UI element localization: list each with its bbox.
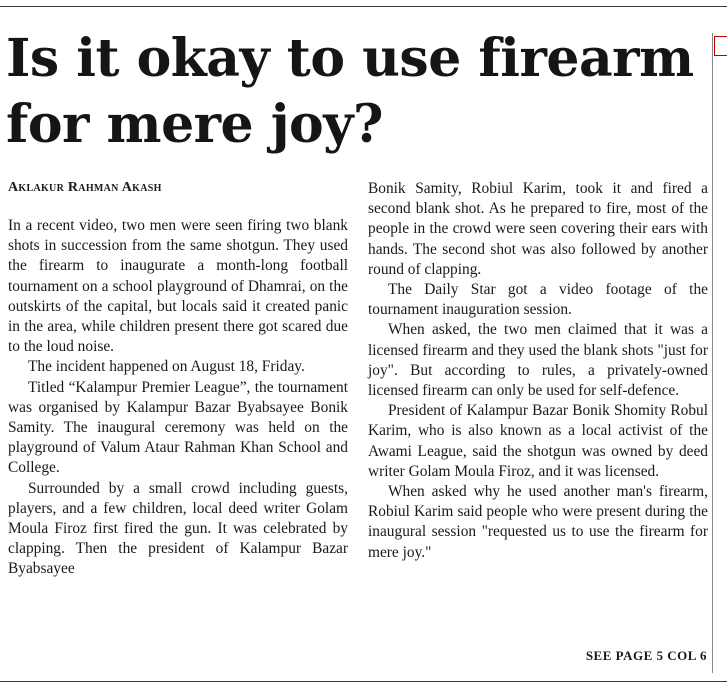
byline: Aklakur Rahman Akash [8,180,162,195]
top-rule [0,6,727,7]
continuation-jump: SEE PAGE 5 COL 6 [585,648,707,663]
paragraph: In a recent video, two men were seen firing two blank shots in succession from the same shotgun. They used the firearm to inaugurate a month-long football tournament on a school playground of Dhamrai, on the outskirts of the capital, but locals said it created panic in the area, while children present there got scared due to the loud noise. [8,217,348,356]
headline: Is it okay to use firearm for mere joy? [6,28,694,155]
paragraph: When asked why he used another man's firearm, Robiul Karim said people who were present during the inaugural session "requested us to use the firearm for mere joy." [368,483,708,561]
paragraph: The incident happened on August 18, Friday. [28,358,305,376]
paragraph: When asked, the two men claimed that it was a licensed firearm and they used the blank shots "just for joy". But according to rules, a privately-owned licensed firearm can only be used for self-defence. [368,321,708,400]
paragraph: Surrounded by a small crowd including guests, players, and a few children, local deed writer Golam Moula Firoz first fired the gun. It was celebrated by clapping. Then the president of Kalampur Bazar Byabsayee [8,479,348,578]
article-column-right [368,179,708,563]
paragraph: President of Kalampur Bazar Bonik Shomity Robul Karim, who is also known as a local activist of the Awami League, said the shotgun was owned by deed writer Golam Moula Firoz, and it was licensed. [368,402,708,480]
column-divider [712,33,713,673]
article-column-left [8,216,348,580]
paragraph: The Daily Star got a video footage of the tournament inauguration session. [368,281,708,319]
paragraph: Titled “Kalampur Premier League”, the tournament was organised by Kalampur Bazar Byabsayee Bonik Samity. The inaugural ceremony was held on the playground of Valum Ataur Rahman Khan School and College. [8,378,348,477]
paragraph: Bonik Samity, Robiul Karim, took it and fired a second blank shot. As he prepared to fire, most of the people in the crowd were seen covering their ears with hands. The second shot was also followed by another round of clapping. [368,180,708,278]
adjacent-article-edge [714,36,727,56]
bottom-rule [0,681,727,682]
